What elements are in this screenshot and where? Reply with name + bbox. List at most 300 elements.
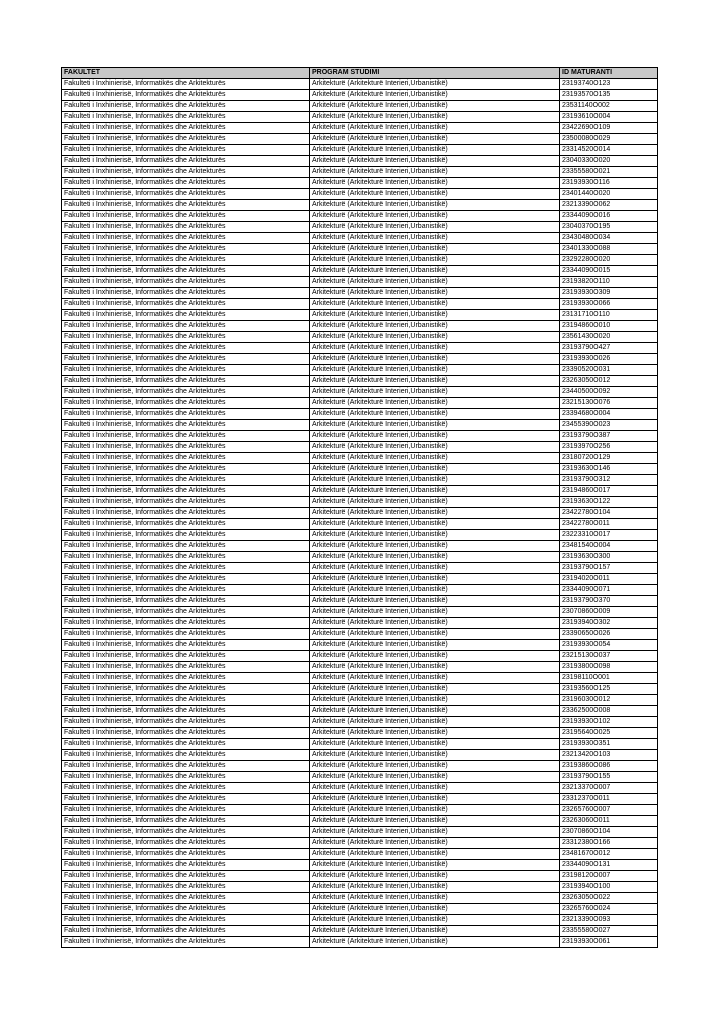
cell-fakultet: Fakulteti i Inxhinierisë, Informatikës dhe Arkitekturës [62,475,310,486]
cell-id-maturanti: 23401440O020 [560,189,658,200]
header-program-studimi: PROGRAM STUDIMI [310,68,560,79]
cell-program-studimi: Arkitekturë (Arkitekturë Interieri,Urbanistikë) [310,805,560,816]
cell-program-studimi: Arkitekturë (Arkitekturë Interieri,Urbanistikë) [310,673,560,684]
cell-fakultet: Fakulteti i Inxhinierisë, Informatikës dhe Arkitekturës [62,662,310,673]
cell-fakultet: Fakulteti i Inxhinierisë, Informatikës dhe Arkitekturës [62,563,310,574]
table-row [62,79,658,90]
cell-program-studimi: Arkitekturë (Arkitekturë Interieri,Urbanistikë) [310,420,560,431]
cell-program-studimi: Arkitekturë (Arkitekturë Interieri,Urbanistikë) [310,838,560,849]
cell-fakultet: Fakulteti i Inxhinierisë, Informatikës dhe Arkitekturës [62,728,310,739]
cell-id-maturanti: 23213370O007 [560,783,658,794]
cell-fakultet: Fakulteti i Inxhinierisë, Informatikës dhe Arkitekturës [62,926,310,937]
cell-program-studimi: Arkitekturë (Arkitekturë Interieri,Urbanistikë) [310,783,560,794]
table-row [62,277,658,288]
cell-program-studimi: Arkitekturë (Arkitekturë Interieri,Urbanistikë) [310,486,560,497]
table-row [62,794,658,805]
cell-fakultet: Fakulteti i Inxhinierisë, Informatikës dhe Arkitekturës [62,486,310,497]
cell-fakultet: Fakulteti i Inxhinierisë, Informatikës dhe Arkitekturës [62,453,310,464]
cell-program-studimi: Arkitekturë (Arkitekturë Interieri,Urbanistikë) [310,244,560,255]
cell-fakultet: Fakulteti i Inxhinierisë, Informatikës dhe Arkitekturës [62,244,310,255]
cell-id-maturanti: 23070860O104 [560,827,658,838]
cell-id-maturanti: 23193630O146 [560,464,658,475]
cell-program-studimi: Arkitekturë (Arkitekturë Interieri,Urbanistikë) [310,453,560,464]
cell-id-maturanti: 23561430O020 [560,332,658,343]
cell-program-studimi: Arkitekturë (Arkitekturë Interieri,Urbanistikë) [310,882,560,893]
cell-program-studimi: Arkitekturë (Arkitekturë Interieri,Urbanistikë) [310,464,560,475]
cell-id-maturanti: 23401330O088 [560,244,658,255]
header-fakultet: FAKULTET [62,68,310,79]
cell-fakultet: Fakulteti i Inxhinierisë, Informatikës dhe Arkitekturës [62,717,310,728]
cell-fakultet: Fakulteti i Inxhinierisë, Informatikës dhe Arkitekturës [62,684,310,695]
table-row [62,574,658,585]
cell-id-maturanti: 23193930O351 [560,739,658,750]
cell-id-maturanti: 23314520O014 [560,145,658,156]
table-row [62,739,658,750]
cell-id-maturanti: 23040330O020 [560,156,658,167]
cell-id-maturanti: 23362500O008 [560,706,658,717]
cell-program-studimi: Arkitekturë (Arkitekturë Interieri,Urbanistikë) [310,618,560,629]
cell-fakultet: Fakulteti i Inxhinierisë, Informatikës dhe Arkitekturës [62,871,310,882]
cell-fakultet: Fakulteti i Inxhinierisë, Informatikës dhe Arkitekturës [62,937,310,948]
cell-id-maturanti: 23531140O002 [560,101,658,112]
table-row [62,310,658,321]
cell-id-maturanti: 23292280O020 [560,255,658,266]
cell-fakultet: Fakulteti i Inxhinierisë, Informatikës dhe Arkitekturës [62,442,310,453]
table-row [62,849,658,860]
cell-fakultet: Fakulteti i Inxhinierisë, Informatikës dhe Arkitekturës [62,772,310,783]
cell-program-studimi: Arkitekturë (Arkitekturë Interieri,Urbanistikë) [310,871,560,882]
table-row [62,255,658,266]
cell-program-studimi: Arkitekturë (Arkitekturë Interieri,Urbanistikë) [310,585,560,596]
cell-fakultet: Fakulteti i Inxhinierisë, Informatikës dhe Arkitekturës [62,618,310,629]
cell-program-studimi: Arkitekturë (Arkitekturë Interieri,Urbanistikë) [310,233,560,244]
cell-fakultet: Fakulteti i Inxhinierisë, Informatikës dhe Arkitekturës [62,398,310,409]
cell-program-studimi: Arkitekturë (Arkitekturë Interieri,Urbanistikë) [310,112,560,123]
cell-id-maturanti: 23344090O131 [560,860,658,871]
cell-fakultet: Fakulteti i Inxhinierisë, Informatikës dhe Arkitekturës [62,882,310,893]
header-id-maturanti: ID MATURANTI [560,68,658,79]
cell-id-maturanti: 23355580O021 [560,167,658,178]
cell-id-maturanti: 23215130O037 [560,651,658,662]
cell-fakultet: Fakulteti i Inxhinierisë, Informatikës dhe Arkitekturës [62,79,310,90]
table-body [62,79,658,948]
cell-program-studimi: Arkitekturë (Arkitekturë Interieri,Urbanistikë) [310,200,560,211]
cell-id-maturanti: 23193630O300 [560,552,658,563]
table-row [62,200,658,211]
table-row [62,398,658,409]
cell-id-maturanti: 23263060O011 [560,816,658,827]
cell-id-maturanti: 23193930O102 [560,717,658,728]
cell-id-maturanti: 23040370O195 [560,222,658,233]
cell-program-studimi: Arkitekturë (Arkitekturë Interieri,Urbanistikë) [310,90,560,101]
table-row [62,211,658,222]
table-row [62,233,658,244]
cell-program-studimi: Arkitekturë (Arkitekturë Interieri,Urbanistikë) [310,739,560,750]
cell-id-maturanti: 23193940O302 [560,618,658,629]
table-row [62,772,658,783]
table-row [62,189,658,200]
cell-fakultet: Fakulteti i Inxhinierisë, Informatikës dhe Arkitekturës [62,860,310,871]
cell-fakultet: Fakulteti i Inxhinierisë, Informatikës dhe Arkitekturës [62,431,310,442]
cell-id-maturanti: 23193790O427 [560,343,658,354]
cell-id-maturanti: 23194020O011 [560,574,658,585]
cell-id-maturanti: 23265760O007 [560,805,658,816]
cell-program-studimi: Arkitekturë (Arkitekturë Interieri,Urbanistikë) [310,222,560,233]
cell-id-maturanti: 23481670O012 [560,849,658,860]
cell-program-studimi: Arkitekturë (Arkitekturë Interieri,Urbanistikë) [310,860,560,871]
cell-id-maturanti: 23194860O017 [560,486,658,497]
cell-id-maturanti: 23422780O104 [560,508,658,519]
cell-id-maturanti: 23193790O312 [560,475,658,486]
cell-program-studimi: Arkitekturë (Arkitekturë Interieri,Urbanistikë) [310,145,560,156]
cell-fakultet: Fakulteti i Inxhinierisë, Informatikës dhe Arkitekturës [62,310,310,321]
cell-program-studimi: Arkitekturë (Arkitekturë Interieri,Urbanistikë) [310,255,560,266]
cell-id-maturanti: 23213390O062 [560,200,658,211]
table-row [62,838,658,849]
cell-id-maturanti: 23193930O061 [560,937,658,948]
cell-fakultet: Fakulteti i Inxhinierisë, Informatikës dhe Arkitekturës [62,541,310,552]
cell-fakultet: Fakulteti i Inxhinierisë, Informatikës dhe Arkitekturës [62,387,310,398]
cell-fakultet: Fakulteti i Inxhinierisë, Informatikës dhe Arkitekturës [62,519,310,530]
cell-id-maturanti: 23198120O007 [560,871,658,882]
cell-id-maturanti: 23430480O034 [560,233,658,244]
cell-fakultet: Fakulteti i Inxhinierisë, Informatikës dhe Arkitekturës [62,288,310,299]
cell-fakultet: Fakulteti i Inxhinierisë, Informatikës dhe Arkitekturës [62,739,310,750]
cell-program-studimi: Arkitekturë (Arkitekturë Interieri,Urbanistikë) [310,827,560,838]
table-row [62,750,658,761]
cell-program-studimi: Arkitekturë (Arkitekturë Interieri,Urbanistikë) [310,530,560,541]
cell-program-studimi: Arkitekturë (Arkitekturë Interieri,Urbanistikë) [310,904,560,915]
cell-id-maturanti: 23500080O029 [560,134,658,145]
table-row [62,607,658,618]
table-row [62,420,658,431]
cell-fakultet: Fakulteti i Inxhinierisë, Informatikës dhe Arkitekturës [62,233,310,244]
cell-id-maturanti: 23394680O004 [560,409,658,420]
cell-fakultet: Fakulteti i Inxhinierisë, Informatikës dhe Arkitekturës [62,266,310,277]
table-row [62,640,658,651]
cell-id-maturanti: 23070860O009 [560,607,658,618]
cell-fakultet: Fakulteti i Inxhinierisë, Informatikës dhe Arkitekturës [62,783,310,794]
cell-program-studimi: Arkitekturë (Arkitekturë Interieri,Urbanistikë) [310,728,560,739]
table-row [62,90,658,101]
cell-program-studimi: Arkitekturë (Arkitekturë Interieri,Urbanistikë) [310,398,560,409]
cell-fakultet: Fakulteti i Inxhinierisë, Informatikës dhe Arkitekturës [62,222,310,233]
cell-fakultet: Fakulteti i Inxhinierisë, Informatikës dhe Arkitekturës [62,574,310,585]
table-row [62,123,658,134]
table-row [62,508,658,519]
table-row [62,288,658,299]
cell-program-studimi: Arkitekturë (Arkitekturë Interieri,Urbanistikë) [310,596,560,607]
table-row [62,497,658,508]
cell-program-studimi: Arkitekturë (Arkitekturë Interieri,Urbanistikë) [310,816,560,827]
cell-id-maturanti: 23193930O026 [560,354,658,365]
cell-program-studimi: Arkitekturë (Arkitekturë Interieri,Urbanistikë) [310,629,560,640]
cell-program-studimi: Arkitekturë (Arkitekturë Interieri,Urbanistikë) [310,442,560,453]
cell-program-studimi: Arkitekturë (Arkitekturë Interieri,Urbanistikë) [310,277,560,288]
cell-fakultet: Fakulteti i Inxhinierisë, Informatikës dhe Arkitekturës [62,695,310,706]
table-row [62,871,658,882]
cell-program-studimi: Arkitekturë (Arkitekturë Interieri,Urbanistikë) [310,717,560,728]
table-row [62,618,658,629]
table-row [62,706,658,717]
cell-fakultet: Fakulteti i Inxhinierisë, Informatikës dhe Arkitekturës [62,255,310,266]
cell-id-maturanti: 23390520O031 [560,365,658,376]
cell-fakultet: Fakulteti i Inxhinierisë, Informatikës dhe Arkitekturës [62,178,310,189]
cell-fakultet: Fakulteti i Inxhinierisë, Informatikës dhe Arkitekturës [62,596,310,607]
cell-fakultet: Fakulteti i Inxhinierisë, Informatikës dhe Arkitekturës [62,706,310,717]
cell-fakultet: Fakulteti i Inxhinierisë, Informatikës dhe Arkitekturës [62,794,310,805]
table-row [62,475,658,486]
cell-id-maturanti: 23193790O387 [560,431,658,442]
cell-fakultet: Fakulteti i Inxhinierisë, Informatikës dhe Arkitekturës [62,673,310,684]
table-row [62,134,658,145]
cell-fakultet: Fakulteti i Inxhinierisë, Informatikës dhe Arkitekturës [62,552,310,563]
cell-program-studimi: Arkitekturë (Arkitekturë Interieri,Urbanistikë) [310,156,560,167]
table-row [62,145,658,156]
cell-fakultet: Fakulteti i Inxhinierisë, Informatikës dhe Arkitekturës [62,145,310,156]
cell-program-studimi: Arkitekturë (Arkitekturë Interieri,Urbanistikë) [310,211,560,222]
cell-program-studimi: Arkitekturë (Arkitekturë Interieri,Urbanistikë) [310,299,560,310]
cell-id-maturanti: 23223310O017 [560,530,658,541]
table-row [62,860,658,871]
cell-program-studimi: Arkitekturë (Arkitekturë Interieri,Urbanistikë) [310,79,560,90]
table-row [62,563,658,574]
cell-fakultet: Fakulteti i Inxhinierisë, Informatikës dhe Arkitekturës [62,134,310,145]
cell-id-maturanti: 23215130O076 [560,398,658,409]
cell-program-studimi: Arkitekturë (Arkitekturë Interieri,Urbanistikë) [310,761,560,772]
cell-fakultet: Fakulteti i Inxhinierisë, Informatikës dhe Arkitekturës [62,849,310,860]
spreadsheet-page [61,67,658,948]
cell-id-maturanti: 23193940O100 [560,882,658,893]
table-row [62,222,658,233]
cell-fakultet: Fakulteti i Inxhinierisë, Informatikës dhe Arkitekturës [62,90,310,101]
cell-program-studimi: Arkitekturë (Arkitekturë Interieri,Urbanistikë) [310,519,560,530]
cell-fakultet: Fakulteti i Inxhinierisë, Informatikës dhe Arkitekturës [62,508,310,519]
table-row [62,244,658,255]
cell-program-studimi: Arkitekturë (Arkitekturë Interieri,Urbanistikë) [310,189,560,200]
cell-program-studimi: Arkitekturë (Arkitekturë Interieri,Urbanistikë) [310,563,560,574]
cell-fakultet: Fakulteti i Inxhinierisë, Informatikës dhe Arkitekturës [62,530,310,541]
cell-id-maturanti: 23180720O129 [560,453,658,464]
cell-id-maturanti: 23481540O004 [560,541,658,552]
table-row [62,156,658,167]
table-row [62,101,658,112]
table-row [62,805,658,816]
cell-id-maturanti: 23193930O066 [560,299,658,310]
cell-program-studimi: Arkitekturë (Arkitekturë Interieri,Urbanistikë) [310,772,560,783]
table-row [62,882,658,893]
table-row [62,519,658,530]
cell-id-maturanti: 23193860O086 [560,761,658,772]
cell-program-studimi: Arkitekturë (Arkitekturë Interieri,Urbanistikë) [310,541,560,552]
table-row [62,112,658,123]
table-row [62,651,658,662]
table-row [62,442,658,453]
table-row [62,464,658,475]
cell-id-maturanti: 23131710O110 [560,310,658,321]
cell-fakultet: Fakulteti i Inxhinierisë, Informatikës dhe Arkitekturës [62,277,310,288]
table-row [62,893,658,904]
table-row [62,926,658,937]
cell-id-maturanti: 23194860O010 [560,321,658,332]
table-row [62,343,658,354]
cell-fakultet: Fakulteti i Inxhinierisë, Informatikës dhe Arkitekturës [62,497,310,508]
cell-id-maturanti: 23193970O256 [560,442,658,453]
cell-id-maturanti: 23193610O004 [560,112,658,123]
cell-id-maturanti: 23193790O157 [560,563,658,574]
cell-fakultet: Fakulteti i Inxhinierisë, Informatikës dhe Arkitekturës [62,750,310,761]
cell-id-maturanti: 23440500O092 [560,387,658,398]
cell-fakultet: Fakulteti i Inxhinierisë, Informatikës dhe Arkitekturës [62,904,310,915]
cell-program-studimi: Arkitekturë (Arkitekturë Interieri,Urbanistikë) [310,607,560,618]
cell-fakultet: Fakulteti i Inxhinierisë, Informatikës dhe Arkitekturës [62,915,310,926]
cell-program-studimi: Arkitekturë (Arkitekturë Interieri,Urbanistikë) [310,343,560,354]
table-row [62,937,658,948]
cell-id-maturanti: 23312380O166 [560,838,658,849]
table-row [62,761,658,772]
table-row [62,552,658,563]
cell-id-maturanti: 23193800O098 [560,662,658,673]
table-row [62,299,658,310]
table-row [62,695,658,706]
cell-fakultet: Fakulteti i Inxhinierisë, Informatikës dhe Arkitekturës [62,838,310,849]
table-row [62,530,658,541]
cell-id-maturanti: 23344090O071 [560,585,658,596]
table-row [62,915,658,926]
table-row [62,332,658,343]
table-row [62,904,658,915]
table-row [62,365,658,376]
table-row [62,486,658,497]
table-row [62,431,658,442]
cell-fakultet: Fakulteti i Inxhinierisë, Informatikës dhe Arkitekturës [62,354,310,365]
cell-program-studimi: Arkitekturë (Arkitekturë Interieri,Urbanistikë) [310,310,560,321]
cell-program-studimi: Arkitekturë (Arkitekturë Interieri,Urbanistikë) [310,640,560,651]
cell-fakultet: Fakulteti i Inxhinierisë, Informatikës dhe Arkitekturës [62,321,310,332]
table-row [62,816,658,827]
cell-fakultet: Fakulteti i Inxhinierisë, Informatikës dhe Arkitekturës [62,156,310,167]
cell-id-maturanti: 23390650O026 [560,629,658,640]
cell-program-studimi: Arkitekturë (Arkitekturë Interieri,Urbanistikë) [310,508,560,519]
cell-id-maturanti: 23193930O054 [560,640,658,651]
cell-id-maturanti: 23196030O012 [560,695,658,706]
cell-id-maturanti: 23193790O155 [560,772,658,783]
cell-program-studimi: Arkitekturë (Arkitekturë Interieri,Urbanistikë) [310,123,560,134]
cell-program-studimi: Arkitekturë (Arkitekturë Interieri,Urbanistikë) [310,288,560,299]
cell-fakultet: Fakulteti i Inxhinierisë, Informatikës dhe Arkitekturës [62,640,310,651]
table-row [62,376,658,387]
cell-program-studimi: Arkitekturë (Arkitekturë Interieri,Urbanistikë) [310,101,560,112]
table-row [62,728,658,739]
cell-id-maturanti: 23422690O109 [560,123,658,134]
cell-id-maturanti: 23193570O135 [560,90,658,101]
table-row [62,783,658,794]
cell-fakultet: Fakulteti i Inxhinierisë, Informatikës dhe Arkitekturës [62,299,310,310]
cell-program-studimi: Arkitekturë (Arkitekturë Interieri,Urbanistikë) [310,706,560,717]
cell-fakultet: Fakulteti i Inxhinierisë, Informatikës dhe Arkitekturës [62,816,310,827]
cell-id-maturanti: 23193630O122 [560,497,658,508]
cell-fakultet: Fakulteti i Inxhinierisë, Informatikës dhe Arkitekturës [62,101,310,112]
cell-fakultet: Fakulteti i Inxhinierisë, Informatikës dhe Arkitekturës [62,651,310,662]
cell-fakultet: Fakulteti i Inxhinierisë, Informatikës dhe Arkitekturës [62,585,310,596]
cell-program-studimi: Arkitekturë (Arkitekturë Interieri,Urbanistikë) [310,497,560,508]
cell-id-maturanti: 23344090O016 [560,211,658,222]
cell-fakultet: Fakulteti i Inxhinierisë, Informatikës dhe Arkitekturës [62,365,310,376]
cell-program-studimi: Arkitekturë (Arkitekturë Interieri,Urbanistikë) [310,134,560,145]
cell-program-studimi: Arkitekturë (Arkitekturë Interieri,Urbanistikë) [310,662,560,673]
students-table [61,67,658,948]
cell-id-maturanti: 23263050O022 [560,893,658,904]
cell-id-maturanti: 23263050O012 [560,376,658,387]
cell-program-studimi: Arkitekturë (Arkitekturë Interieri,Urbanistikë) [310,552,560,563]
table-row [62,321,658,332]
cell-fakultet: Fakulteti i Inxhinierisë, Informatikës dhe Arkitekturës [62,343,310,354]
cell-program-studimi: Arkitekturë (Arkitekturë Interieri,Urbanistikë) [310,937,560,948]
cell-id-maturanti: 23213420O103 [560,750,658,761]
cell-program-studimi: Arkitekturë (Arkitekturë Interieri,Urbanistikë) [310,266,560,277]
cell-program-studimi: Arkitekturë (Arkitekturë Interieri,Urbanistikë) [310,893,560,904]
table-row [62,673,658,684]
header-row [62,68,658,79]
cell-id-maturanti: 23198110O001 [560,673,658,684]
table-row [62,585,658,596]
cell-fakultet: Fakulteti i Inxhinierisë, Informatikës dhe Arkitekturës [62,123,310,134]
cell-id-maturanti: 23193560O125 [560,684,658,695]
table-row [62,717,658,728]
cell-id-maturanti: 23193930O309 [560,288,658,299]
cell-program-studimi: Arkitekturë (Arkitekturë Interieri,Urbanistikë) [310,750,560,761]
cell-id-maturanti: 23344090O015 [560,266,658,277]
cell-fakultet: Fakulteti i Inxhinierisë, Informatikës dhe Arkitekturës [62,607,310,618]
table-row [62,354,658,365]
cell-fakultet: Fakulteti i Inxhinierisë, Informatikës dhe Arkitekturës [62,893,310,904]
cell-id-maturanti: 23193930O116 [560,178,658,189]
cell-fakultet: Fakulteti i Inxhinierisë, Informatikës dhe Arkitekturës [62,167,310,178]
table-row [62,387,658,398]
table-row [62,596,658,607]
cell-id-maturanti: 23422780O011 [560,519,658,530]
table-row [62,167,658,178]
cell-program-studimi: Arkitekturë (Arkitekturë Interieri,Urbanistikë) [310,354,560,365]
table-row [62,629,658,640]
cell-program-studimi: Arkitekturë (Arkitekturë Interieri,Urbanistikë) [310,695,560,706]
cell-fakultet: Fakulteti i Inxhinierisë, Informatikës dhe Arkitekturës [62,420,310,431]
cell-fakultet: Fakulteti i Inxhinierisë, Informatikës dhe Arkitekturës [62,805,310,816]
cell-fakultet: Fakulteti i Inxhinierisë, Informatikës dhe Arkitekturës [62,200,310,211]
cell-program-studimi: Arkitekturë (Arkitekturë Interieri,Urbanistikë) [310,387,560,398]
cell-program-studimi: Arkitekturë (Arkitekturë Interieri,Urbanistikë) [310,915,560,926]
table-row [62,178,658,189]
cell-program-studimi: Arkitekturë (Arkitekturë Interieri,Urbanistikë) [310,332,560,343]
cell-id-maturanti: 23455390O023 [560,420,658,431]
cell-id-maturanti: 23193740O123 [560,79,658,90]
cell-fakultet: Fakulteti i Inxhinierisë, Informatikës dhe Arkitekturës [62,629,310,640]
cell-program-studimi: Arkitekturë (Arkitekturë Interieri,Urbanistikë) [310,321,560,332]
cell-fakultet: Fakulteti i Inxhinierisë, Informatikës dhe Arkitekturës [62,112,310,123]
cell-fakultet: Fakulteti i Inxhinierisë, Informatikës dhe Arkitekturës [62,211,310,222]
cell-program-studimi: Arkitekturë (Arkitekturë Interieri,Urbanistikë) [310,926,560,937]
cell-program-studimi: Arkitekturë (Arkitekturë Interieri,Urbanistikë) [310,365,560,376]
table-row [62,541,658,552]
cell-program-studimi: Arkitekturë (Arkitekturë Interieri,Urbanistikë) [310,794,560,805]
table-row [62,409,658,420]
cell-fakultet: Fakulteti i Inxhinierisë, Informatikës dhe Arkitekturës [62,409,310,420]
cell-id-maturanti: 23213390O093 [560,915,658,926]
table-row [62,684,658,695]
cell-id-maturanti: 23195640O025 [560,728,658,739]
table-row [62,827,658,838]
table-row [62,453,658,464]
